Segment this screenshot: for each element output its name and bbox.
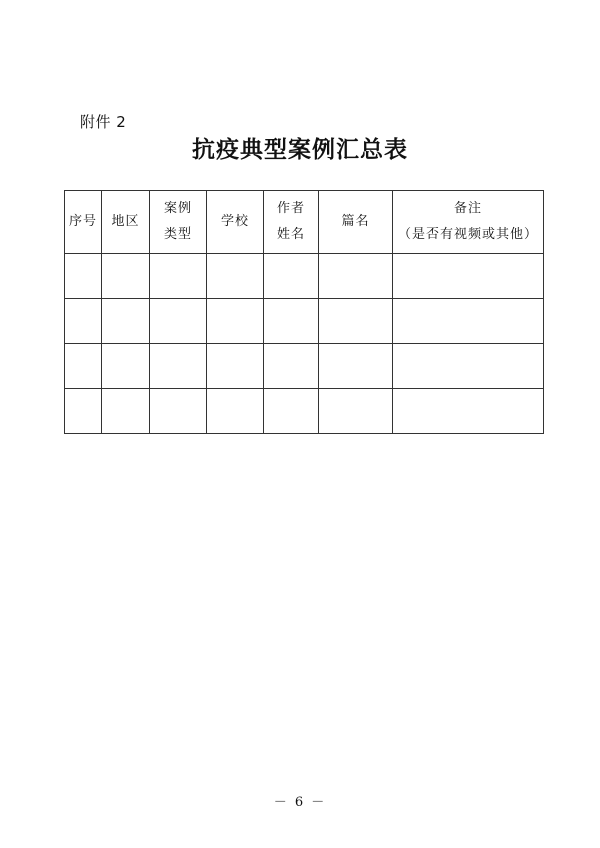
page-number: － 6 － <box>273 795 327 810</box>
header-case-type-line-1: 案例 <box>163 201 192 216</box>
table-cell <box>393 299 544 344</box>
document-title: 抗疫典型案例汇总表 <box>192 136 408 163</box>
table-cell <box>150 344 207 389</box>
table-cell <box>207 389 264 434</box>
table-row <box>65 254 544 299</box>
table-cell <box>102 254 150 299</box>
case-summary-table <box>64 190 544 434</box>
table-cell <box>319 344 393 389</box>
table-cell <box>102 344 150 389</box>
header-author-name-line-2: 姓名 <box>276 227 305 242</box>
table-cell <box>393 389 544 434</box>
header-remarks <box>393 191 544 254</box>
table-cell <box>393 254 544 299</box>
header-remarks-line-1: 备注 <box>453 201 482 216</box>
header-region <box>102 191 150 254</box>
table-cell <box>65 299 102 344</box>
table-cell <box>207 254 264 299</box>
table-cell <box>102 389 150 434</box>
attachment-label: 附件 2 <box>80 113 127 131</box>
header-author-name <box>264 191 319 254</box>
header-index <box>65 191 102 254</box>
table-cell <box>264 389 319 434</box>
header-school <box>207 191 264 254</box>
table-cell <box>65 344 102 389</box>
table-row <box>65 344 544 389</box>
table-cell <box>150 254 207 299</box>
table-cell <box>150 299 207 344</box>
header-remarks-line-2: （是否有视频或其他） <box>397 227 538 242</box>
table-cell <box>264 254 319 299</box>
header-author-name-line-1: 作者 <box>276 201 305 216</box>
table-cell <box>319 389 393 434</box>
header-school-line-1: 学校 <box>220 214 249 229</box>
table-cell <box>65 389 102 434</box>
header-case-type <box>150 191 207 254</box>
table-cell <box>264 344 319 389</box>
table-cell <box>319 299 393 344</box>
header-region-line-1: 地区 <box>111 214 140 229</box>
table-cell <box>207 344 264 389</box>
table-row <box>65 389 544 434</box>
header-article-title <box>319 191 393 254</box>
header-index-line-1: 序号 <box>68 214 97 229</box>
table-header-row <box>65 191 544 254</box>
table-cell <box>150 389 207 434</box>
table-cell <box>393 344 544 389</box>
table-cell <box>319 254 393 299</box>
table-cell <box>65 254 102 299</box>
table-cell <box>207 299 264 344</box>
header-article-title-line-1: 篇名 <box>341 214 370 229</box>
table-row <box>65 299 544 344</box>
table-cell <box>102 299 150 344</box>
table-cell <box>264 299 319 344</box>
header-case-type-line-2: 类型 <box>163 227 192 242</box>
